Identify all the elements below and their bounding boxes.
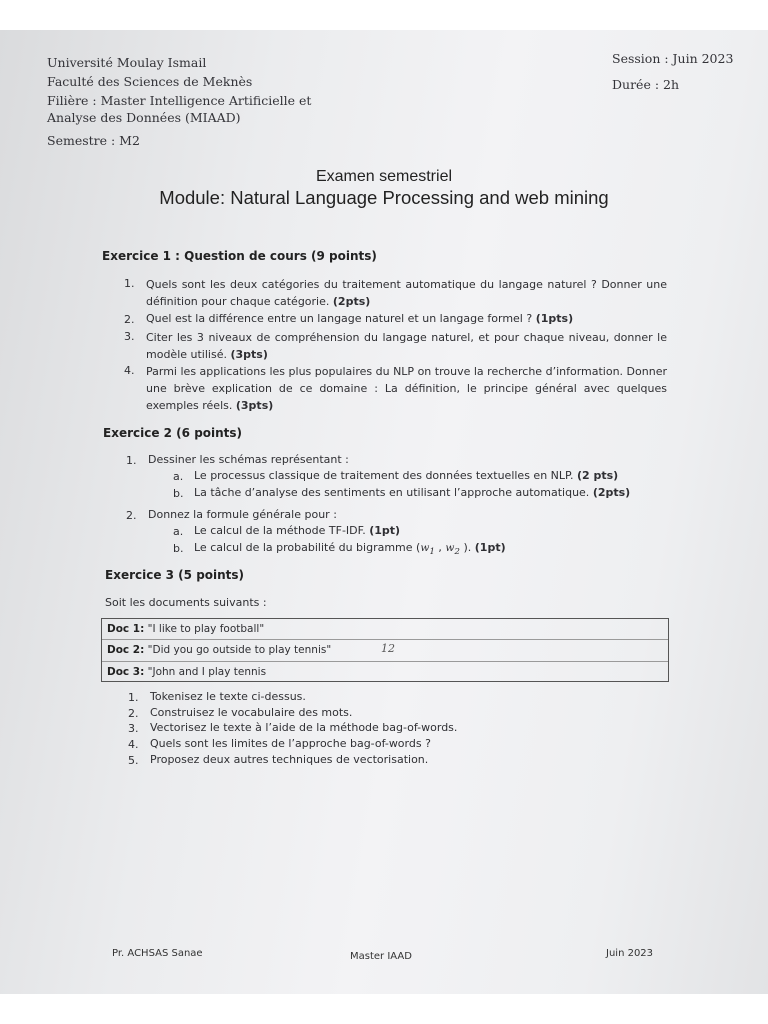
doc2-label: Doc 2:: [107, 644, 145, 656]
ex3-task1-text: Tokenisez le texte ci-dessus.: [150, 690, 306, 703]
ex3-task3-text: Vectorisez le texte à l’aide de la méthode bag-of-words.: [150, 721, 458, 734]
ex3-task5-number: 5.: [128, 754, 139, 767]
doc1-label: Doc 1:: [107, 623, 145, 635]
ex3-task5-text: Proposez deux autres techniques de vectorisation.: [150, 753, 429, 766]
ex2-q1-text: Dessiner les schémas représentant :: [148, 453, 349, 466]
table-divider: [102, 639, 668, 640]
bigram-w2-symbol: w: [445, 542, 455, 554]
semester: Semestre : M2: [47, 133, 140, 148]
ex3-task4-text: Quels sont les limites de l’approche bag-of-words ?: [150, 737, 431, 750]
doc3-text: "John and I play tennis: [147, 666, 267, 678]
ex2-q2a-letter: a.: [173, 525, 184, 538]
ex3-task3-number: 3.: [128, 722, 139, 735]
ex2-q2b-letter: b.: [173, 542, 184, 555]
ex1-question-3: [146, 329, 667, 363]
ex2-q2a: [194, 524, 400, 537]
duration: Durée : 2h: [612, 77, 680, 92]
ex1-q3-text: Citer les 3 niveaux de compréhension du langage naturel, et pour chaque niveau, donner le modèle utilisé.: [146, 331, 667, 361]
ex1-question-1: [146, 276, 667, 310]
ex2-q1a: [194, 469, 618, 482]
ex2-q2b: [194, 541, 506, 557]
table-divider: [102, 661, 668, 662]
ex1-question-2: [146, 312, 573, 325]
ex2-q1-number: 1.: [126, 454, 137, 467]
bigram-w1: [420, 542, 435, 558]
ex2-q1b-points: (2pts): [592, 486, 631, 499]
ex2-q2a-text: Le calcul de la méthode TF-IDF.: [194, 524, 366, 537]
ex1-q2-points: (1pts): [535, 312, 574, 325]
ex1-q4-points: (3pts): [235, 399, 274, 412]
faculty-name: Faculté des Sciences de Meknès: [47, 74, 253, 89]
exercise2-title: Exercice 2 (6 points): [103, 426, 243, 440]
ex2-q2-number: 2.: [126, 509, 137, 522]
ex1-q1-text: Quels sont les deux catégories du traitement automatique du langage naturel ? Donner une définition pour chaque catégorie.: [146, 278, 667, 308]
ex2-q1a-letter: a.: [173, 470, 184, 483]
bigram-separator: ,: [434, 541, 446, 554]
bigram-w1-symbol: w: [420, 542, 430, 554]
ex2-q2b-text: Le calcul de la probabilité du bigramme (: [194, 541, 421, 554]
institution-header: [47, 53, 311, 150]
filiere-line1: Filière : Master Intelligence Artificielle et: [47, 93, 312, 108]
ex2-q1a-text: Le processus classique de traitement des données textuelles en NLP.: [194, 469, 574, 482]
ex1-q3-points: (3pts): [230, 348, 268, 361]
ex1-q4-number: 4.: [124, 364, 135, 377]
ex2-q1a-points: (2 pts): [576, 469, 619, 482]
footer-professor: Pr. ACHSAS Sanae: [112, 948, 203, 959]
module-title: Module: Natural Language Processing and web mining: [159, 187, 609, 208]
bigram-close: ).: [459, 541, 472, 554]
footer-date: Juin 2023: [606, 948, 654, 959]
ex3-task2-text: Construisez le vocabulaire des mots.: [150, 706, 353, 719]
doc2-text: "Did you go outside to play tennis": [147, 644, 332, 656]
handwritten-note: 12: [381, 642, 395, 655]
ex2-q1b-text: La tâche d’analyse des sentiments en utilisant l’approche automatique.: [194, 486, 590, 499]
exercise3-title: Exercice 3 (5 points): [105, 568, 245, 582]
bigram-w1-subscript: 1: [429, 547, 435, 558]
ex2-q2b-points: (1pt): [474, 541, 506, 554]
doc-row-3: [107, 666, 266, 678]
doc-row-2: [107, 644, 331, 656]
session: Session : Juin 2023: [612, 51, 734, 66]
ex2-q2-text: Donnez la formule générale pour :: [148, 508, 337, 521]
ex2-q1b: [194, 486, 630, 499]
university-name: Université Moulay Ismail: [47, 55, 207, 70]
bigram-w2-subscript: 2: [454, 547, 460, 558]
ex3-task2-number: 2.: [128, 707, 139, 720]
exam-title: Examen semestriel: [315, 168, 453, 185]
ex1-q2-number: 2.: [124, 313, 135, 326]
doc3-label: Doc 3:: [107, 666, 145, 678]
bigram-w2: [445, 542, 460, 558]
filiere-line2: Analyse des Données (MIAAD): [47, 110, 241, 125]
ex2-q2a-points: (1pt): [369, 524, 401, 537]
ex2-q1b-letter: b.: [173, 487, 184, 500]
ex1-q2-text: Quel est la différence entre un langage naturel et un langage formel ?: [146, 312, 533, 325]
footer-program: Master IAAD: [350, 951, 412, 962]
ex1-q1-points: (2pts): [332, 295, 371, 308]
ex3-intro: Soit les documents suivants :: [105, 596, 267, 609]
ex3-task4-number: 4.: [128, 738, 139, 751]
ex1-q3-number: 3.: [124, 330, 135, 343]
doc1-text: "I like to play football": [147, 623, 265, 635]
ex3-task1-number: 1.: [128, 691, 139, 704]
session-header: [612, 46, 733, 98]
ex1-q1-number: 1.: [124, 277, 135, 290]
exercise1-title: Exercice 1 : Question de cours (9 points): [102, 249, 377, 263]
ex1-question-4: [146, 363, 667, 414]
ex1-q4-text: Parmi les applications les plus populaires du NLP on trouve la recherche d’information. Donner une brève explication de ce domaine : La définition, le principe général avec quelques exemples réels.: [146, 365, 667, 412]
doc-row-1: [107, 623, 264, 635]
